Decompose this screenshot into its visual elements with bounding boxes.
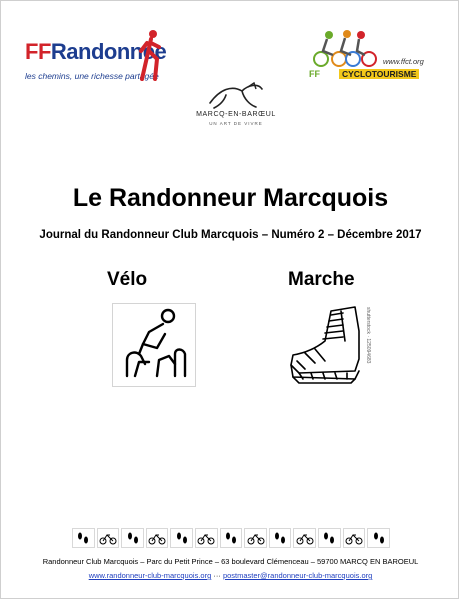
pictogram-strip xyxy=(72,528,390,550)
bicycle-icon xyxy=(244,528,267,548)
horse-icon xyxy=(206,81,266,111)
journal-title: Le Randonneur Marcquois xyxy=(72,184,389,212)
footprints-icon xyxy=(367,528,390,548)
bicycle-icon xyxy=(146,528,169,548)
journal-subtitle: Journal du Randonneur Club Marcquois – Numéro 2 – Décembre 2017 xyxy=(39,229,422,241)
hiker-icon xyxy=(139,29,163,85)
footprints-icon xyxy=(72,528,95,548)
cyclists-icon xyxy=(309,29,379,69)
ffct-url: www.ffct.org xyxy=(383,57,424,66)
footprints-icon xyxy=(170,528,193,548)
ffct-name: CYCLOTOURISME xyxy=(339,69,419,79)
bicycle-icon xyxy=(293,528,316,548)
website-link[interactable]: www.randonneur-club-marcquois.org xyxy=(88,571,212,580)
hiking-boot-icon xyxy=(285,301,367,387)
footprints-icon xyxy=(318,528,341,548)
ffct-logo xyxy=(309,29,441,89)
shoe-image-credit: shutterstock · 125094683 xyxy=(365,307,371,364)
ffct-ff: FF xyxy=(309,69,320,79)
footprints-icon xyxy=(269,528,292,548)
footer-links xyxy=(1,571,459,580)
cyclist-icon xyxy=(113,304,195,386)
email-link[interactable]: postmaster@randonneur-club-marcquois.org xyxy=(222,571,373,580)
section-label-velo: Vélo xyxy=(107,269,148,290)
footer-address: Randonneur Club Marcquois – Parc du Petit Prince – 63 boulevard Clémenceau – 59700 MARCQ EN BAROEUL xyxy=(42,557,419,566)
ffrandonnee-logo-wordmark: FFRandonnée xyxy=(25,39,167,64)
footer-separator: ··· xyxy=(213,571,221,580)
marcq-tagline: UN ART DE VIVRE xyxy=(209,121,263,126)
footprints-icon xyxy=(220,528,243,548)
bicycle-icon xyxy=(343,528,366,548)
bicycle-icon xyxy=(97,528,120,548)
marcq-name: MARCQ-EN-BARŒUL xyxy=(196,111,276,118)
bicycle-icon xyxy=(195,528,218,548)
section-label-marche: Marche xyxy=(288,269,355,290)
footprints-icon xyxy=(121,528,144,548)
cyclist-pictogram xyxy=(112,303,196,387)
ffrandonnee-logo xyxy=(23,27,167,99)
ffrandonnee-tagline: les chemins, une richesse partagée xyxy=(25,71,159,81)
marcq-en-baroeul-logo xyxy=(176,81,296,131)
